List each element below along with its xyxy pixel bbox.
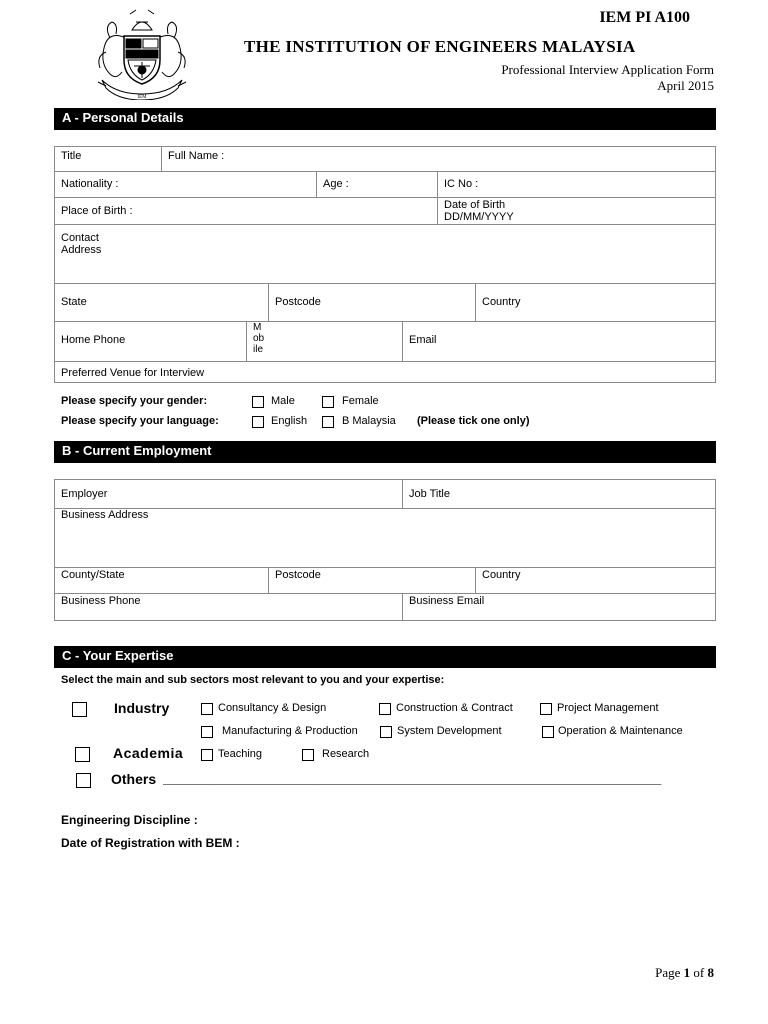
home-phone-label: Home Phone (61, 334, 126, 346)
place-of-birth-label: Place of Birth : (61, 205, 133, 217)
engineering-discipline-label: Engineering Discipline : (61, 813, 198, 827)
postcode-field[interactable] (268, 283, 476, 322)
age-field[interactable] (316, 171, 438, 198)
page-word: Page (655, 965, 681, 980)
business-phone-field[interactable] (54, 593, 403, 621)
age-label: Age : (323, 178, 349, 190)
teaching-checkbox[interactable] (201, 749, 213, 761)
b-malaysia-checkbox[interactable] (322, 416, 334, 428)
teaching-label: Teaching (218, 748, 263, 760)
language-prompt: Please specify your language: (61, 415, 219, 427)
page-number (655, 965, 714, 981)
full-name-label: Full Name : (168, 150, 225, 162)
title-field[interactable] (54, 146, 162, 172)
business-phone-label: Business Phone (61, 595, 141, 607)
female-label: Female (342, 395, 379, 407)
others-label: Others (111, 771, 157, 787)
mobile-label-1: M (253, 322, 262, 333)
construction-contract-label: Construction & Contract (396, 702, 513, 714)
page-total: 8 (707, 965, 714, 980)
section-b-header: B - Current Employment (54, 441, 716, 463)
employer-field[interactable] (54, 479, 403, 509)
english-checkbox[interactable] (252, 416, 264, 428)
industry-checkbox[interactable] (72, 702, 87, 717)
business-postcode-label: Postcode (275, 569, 321, 581)
business-address-label: Business Address (61, 509, 149, 521)
dob-label: Date of Birth (444, 199, 506, 211)
state-label: State (61, 296, 87, 308)
nationality-field[interactable] (54, 171, 317, 198)
mobile-label-2: ob (253, 333, 265, 344)
country-label: Country (482, 296, 521, 308)
academia-label: Academia (113, 745, 184, 761)
manufacturing-production-label: Manufacturing & Production (222, 725, 358, 737)
business-email-field[interactable] (402, 593, 716, 621)
gender-prompt: Please specify your gender: (61, 395, 208, 407)
email-label: Email (409, 334, 437, 346)
operation-maintenance-checkbox[interactable] (542, 726, 554, 738)
b-malaysia-label: B Malaysia (342, 415, 396, 427)
project-management-label: Project Management (557, 702, 659, 714)
research-checkbox[interactable] (302, 749, 314, 761)
ic-no-label: IC No : (444, 178, 479, 190)
iem-crest-logo (86, 8, 198, 100)
home-phone-field[interactable] (54, 321, 247, 362)
job-title-label: Job Title (409, 488, 450, 500)
contact-address-field[interactable] (54, 224, 716, 284)
form-name: Professional Interview Application Form (501, 62, 714, 77)
county-state-field[interactable] (54, 567, 269, 594)
state-field[interactable] (54, 283, 269, 322)
mobile-label-3: ile (253, 344, 264, 355)
consultancy-design-checkbox[interactable] (201, 703, 213, 715)
postcode-label: Postcode (275, 296, 321, 308)
job-title-field[interactable] (402, 479, 716, 509)
consultancy-design-label: Consultancy & Design (218, 702, 327, 714)
expertise-instruction: Select the main and sub sectors most relevant to you and your expertise: (61, 674, 445, 686)
system-development-label: System Development (397, 725, 502, 737)
contact-address-label-2: Address (61, 244, 102, 256)
tick-note: (Please tick one only) (417, 415, 530, 427)
section-c-header: C - Your Expertise (54, 646, 716, 668)
page-current: 1 (683, 965, 691, 980)
section-a-header: A - Personal Details (54, 108, 716, 130)
project-management-checkbox[interactable] (540, 703, 552, 715)
email-field[interactable] (402, 321, 716, 362)
page-of-word: of (693, 965, 705, 980)
male-checkbox[interactable] (252, 396, 264, 408)
dob-format: DD/MM/YYYY (444, 211, 514, 223)
dob-field[interactable] (437, 197, 716, 225)
others-checkbox[interactable] (76, 773, 91, 788)
venue-label: Preferred Venue for Interview (61, 367, 205, 379)
org-name: THE INSTITUTION OF ENGINEERS MALAYSIA (244, 37, 636, 56)
business-country-field[interactable] (475, 567, 716, 594)
title-label: Title (61, 150, 82, 162)
system-development-checkbox[interactable] (380, 726, 392, 738)
county-state-label: County/State (61, 569, 125, 581)
research-label: Research (322, 748, 370, 760)
nationality-label: Nationality : (61, 178, 119, 190)
male-label: Male (271, 395, 295, 407)
business-email-label: Business Email (409, 595, 485, 607)
full-name-field[interactable] (161, 146, 716, 172)
operation-maintenance-label: Operation & Maintenance (558, 725, 683, 737)
place-of-birth-field[interactable] (54, 197, 438, 225)
business-postcode-field[interactable] (268, 567, 476, 594)
form-code: IEM PI A100 (599, 9, 690, 26)
others-input-line[interactable]: ________________________________________________________________ (163, 770, 662, 786)
country-field[interactable] (475, 283, 716, 322)
industry-label: Industry (114, 700, 170, 716)
contact-address-label-1: Contact (61, 232, 99, 244)
form-date: April 2015 (657, 78, 714, 93)
academia-checkbox[interactable] (75, 747, 90, 762)
mobile-field[interactable] (246, 321, 403, 362)
svg-text:IEM: IEM (137, 95, 147, 100)
female-checkbox[interactable] (322, 396, 334, 408)
ic-no-field[interactable] (437, 171, 716, 198)
employer-label: Employer (61, 488, 108, 500)
business-address-field[interactable] (54, 508, 716, 568)
venue-field[interactable] (54, 361, 716, 383)
business-country-label: Country (482, 569, 521, 581)
bem-registration-label: Date of Registration with BEM : (61, 836, 240, 850)
english-label: English (271, 415, 308, 427)
construction-contract-checkbox[interactable] (379, 703, 391, 715)
manufacturing-production-checkbox[interactable] (201, 726, 213, 738)
